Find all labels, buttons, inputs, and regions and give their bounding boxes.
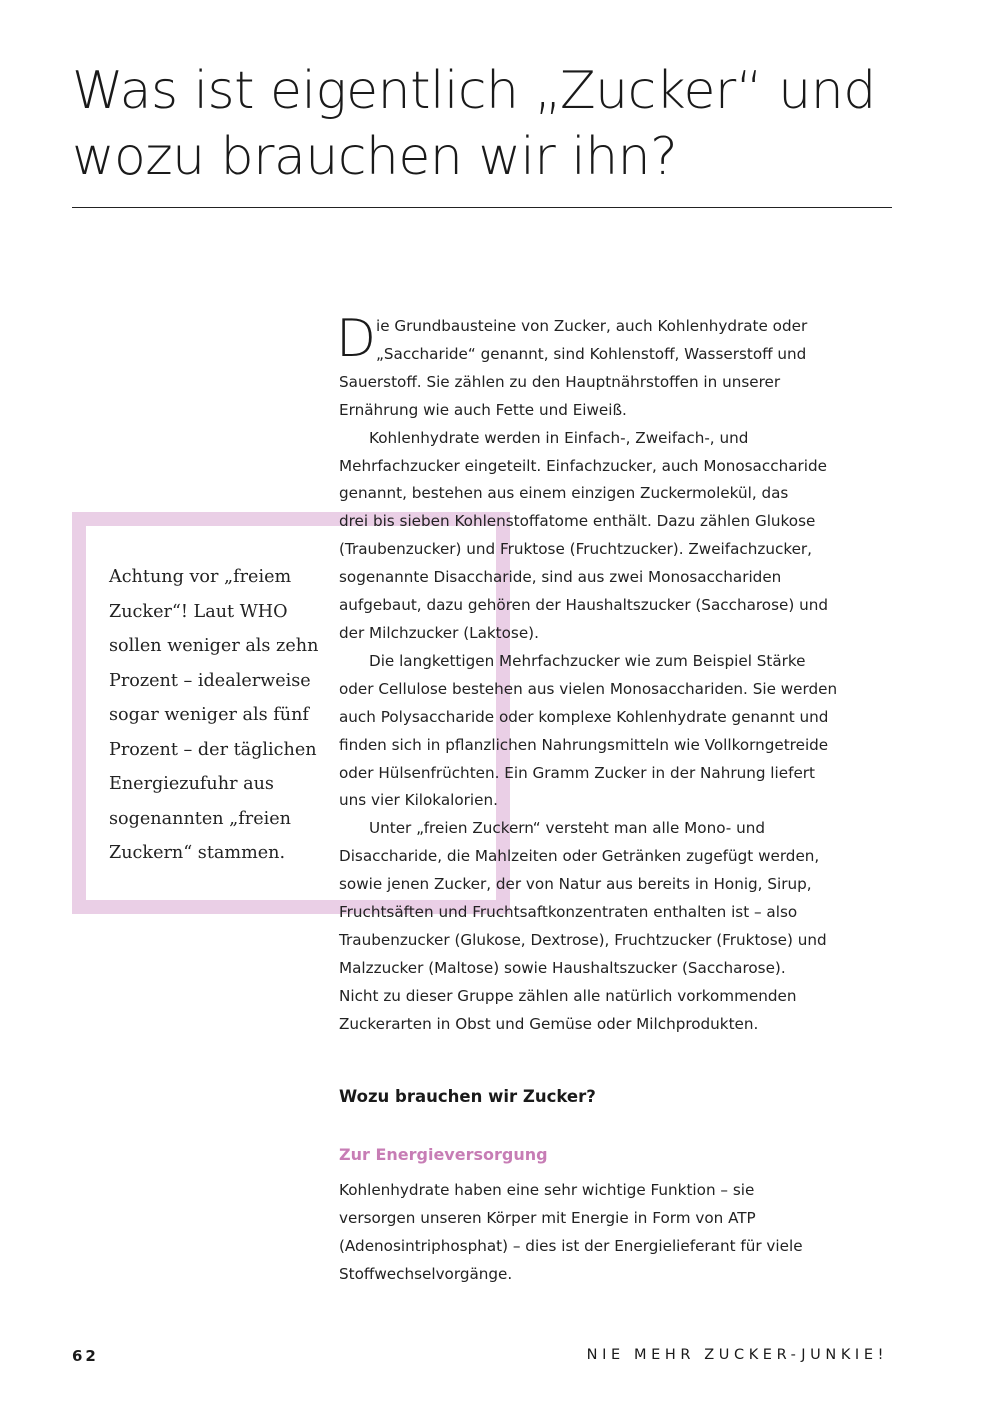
body-line: drei bis sieben Kohlenstoffatome enthält. Dazu zählen Glukose — [339, 512, 816, 531]
body-line: Traubenzucker (Glukose, Dextrose), Fruchtzucker (Fruktose) und — [339, 930, 827, 949]
body-line: Kohlenhydrate werden in Einfach-, Zweifach-, und — [369, 428, 749, 447]
quote-line: sollen weniger als zehn — [109, 636, 319, 656]
quote-line: Prozent – idealerweise — [109, 670, 311, 691]
quote-line: Energiezufuhr aus — [109, 774, 274, 794]
running-head: NIE MEHR ZUCKER-JUNKIE! — [586, 1347, 888, 1363]
title-rule — [72, 207, 892, 208]
body-line: Die langkettigen Mehrfachzucker wie zum Beispiel Stärke — [369, 651, 806, 670]
body-line: Nicht zu dieser Gruppe zählen alle natürlich vorkommenden — [339, 986, 797, 1005]
page-number: 62 — [72, 1347, 99, 1365]
body-line: Mehrfachzucker eingeteilt. Einfachzucker, auch Monosaccharide — [339, 456, 827, 475]
body-line: Zuckerarten in Obst und Gemüse oder Milchprodukten. — [339, 1014, 759, 1033]
section-text — [339, 1176, 884, 1288]
body-line: aufgebaut, dazu gehören der Haushaltszucker (Saccharose) und — [339, 596, 828, 615]
body-line: „Saccharide“ genannt, sind Kohlenstoff, Wasserstoff und — [376, 344, 807, 363]
body-line: Sauerstoff. Sie zählen zu den Hauptnährstoffen in unserer — [339, 372, 781, 391]
quote-line: Zuckern“ stammen. — [109, 843, 286, 863]
body-line: uns vier Kilokalorien. — [339, 791, 498, 810]
section-line: versorgen unseren Körper mit Energie in Form von ATP — [339, 1209, 756, 1227]
body-line: (Traubenzucker) und Fruktose (Fruchtzucker). Zweifachzucker, — [339, 540, 813, 559]
quote-line: sogenannten „freien — [109, 808, 292, 829]
body-line: Unter „freien Zuckern“ versteht man alle Mono- und — [369, 819, 765, 838]
title-line-1: Was ist eigentlich „Zucker“ und — [72, 61, 876, 121]
quote-line: Achtung vor „freiem — [109, 567, 292, 587]
section-heading: Wozu brauchen wir Zucker? — [339, 1087, 596, 1106]
body-line: genannt, bestehen aus einem einzigen Zuckermolekül, das — [339, 484, 789, 503]
drop-cap: D — [336, 309, 377, 369]
body-line: auch Polysaccharide oder komplexe Kohlenhydrate genannt und — [339, 707, 829, 726]
section-line: Kohlenhydrate haben eine sehr wichtige Funktion – sie — [339, 1181, 755, 1199]
body-line: Fruchtsäften und Fruchtsaftkonzentraten enthalten ist – also — [339, 903, 798, 922]
body-line: sogenannte Disaccharide, sind aus zwei Monosacchariden — [339, 568, 782, 587]
body-text — [339, 313, 884, 1039]
body-line: Ernährung wie auch Fette und Eiweiß. — [339, 400, 627, 419]
body-line: oder Cellulose bestehen aus vielen Monosacchariden. Sie werden — [339, 679, 838, 698]
body-line: finden sich in pflanzlichen Nahrungsmitteln wie Vollkorngetreide — [339, 735, 829, 754]
body-line: Disaccharide, die Mahlzeiten oder Getränken zugefügt werden, — [339, 847, 820, 866]
quote-line: sogar weniger als fünf — [109, 705, 309, 725]
body-line: sowie jenen Zucker, der von Natur aus bereits in Honig, Sirup, — [339, 875, 812, 894]
section-subheading: Zur Energieversorgung — [339, 1145, 548, 1164]
body-line: Malzzucker (Maltose) sowie Haushaltszucker (Saccharose). — [339, 958, 786, 977]
quote-line: Prozent – der täglichen — [109, 739, 317, 760]
section-line: Stoffwechselvorgänge. — [339, 1265, 513, 1283]
body-line: oder Hülsenfrüchten. Ein Gramm Zucker in der Nahrung liefert — [339, 763, 815, 782]
section-line: (Adenosintriphosphat) – dies ist der Energielieferant für viele — [339, 1237, 803, 1255]
body-line: der Milchzucker (Laktose). — [339, 623, 539, 642]
body-line: ie Grundbausteine von Zucker, auch Kohlenhydrate oder — [376, 317, 808, 335]
sidebar-quote — [109, 560, 319, 871]
page-title — [72, 58, 902, 190]
title-line-2: wozu brauchen wir ihn? — [72, 127, 678, 187]
quote-line: Zucker“! Laut WHO — [109, 601, 288, 622]
